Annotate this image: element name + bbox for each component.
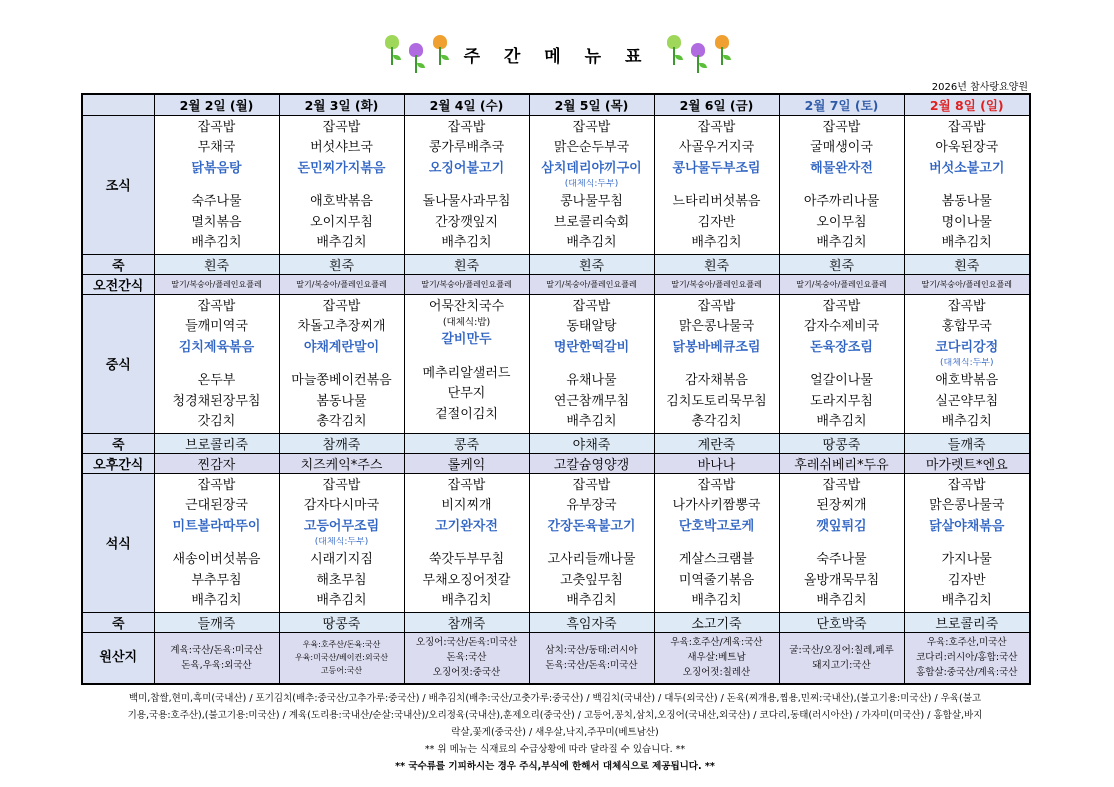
lunch-porridge-cell: 계란죽 <box>654 433 779 453</box>
am-snack-cell: 딸기/복숭아/플레인요플레 <box>529 274 654 294</box>
day-header: 2월 8일 (일) <box>904 94 1030 115</box>
flower-icon <box>688 41 708 75</box>
meal-label: 오후간식 <box>82 453 154 473</box>
meal-label: 조식 <box>82 115 154 254</box>
breakfast-porridge-cell: 흰죽 <box>779 254 904 274</box>
flower-decoration-left <box>382 33 450 75</box>
origin-cell <box>779 632 904 684</box>
origin-line: 삼치:국산/동태:러시아 <box>545 644 638 656</box>
origin-row <box>82 632 1030 684</box>
main-dish: 깻잎튀김 <box>816 518 867 534</box>
substitute-note: (대체식:밥) <box>442 317 491 328</box>
menu-item: 배추김치 <box>816 414 867 429</box>
breakfast-porridge-cell: 흰죽 <box>904 254 1030 274</box>
menu-item: 배추김치 <box>566 414 617 429</box>
substitute-note: (대체식:두부) <box>314 537 369 547</box>
menu-item: 잡곡밥 <box>947 119 986 135</box>
menu-item: 애호박볶음 <box>935 373 999 388</box>
lunch-cell <box>279 294 404 433</box>
day-header: 2월 3일 (화) <box>279 94 404 115</box>
spacer <box>905 537 1030 550</box>
breakfast-cell <box>529 115 654 254</box>
menu-item: 굴매생이국 <box>810 140 873 155</box>
breakfast-porridge-cell: 흰죽 <box>404 254 529 274</box>
menu-item: 유부장국 <box>566 498 617 513</box>
corner-cell <box>82 94 154 115</box>
menu-item: 갓김치 <box>197 414 236 429</box>
weekly-menu-table <box>81 93 1031 685</box>
menu-item: 무채오징어젓갈 <box>422 572 511 588</box>
substitute-note: (대체식:두부) <box>564 179 619 189</box>
spacer <box>780 358 904 371</box>
origin-line: 우육:호주산,미국산 <box>926 637 1007 649</box>
origin-line: 홍합살:중국산/계육:국산 <box>916 667 1018 679</box>
menu-item: 배추김치 <box>441 235 492 250</box>
breakfast-porridge-cell: 흰죽 <box>154 254 279 274</box>
menu-item: 애호박볶음 <box>310 194 373 209</box>
menu-item: 숙주나물 <box>191 194 242 209</box>
menu-item: 무채국 <box>197 140 236 155</box>
breakfast-row <box>82 115 1030 254</box>
spacer <box>280 179 404 192</box>
menu-item: 감자수제비국 <box>803 319 880 334</box>
footer-line: 락살,꽃게(중국산) / 새우살,낙지,주꾸미(베트남산) <box>451 727 659 738</box>
meal-label: 중식 <box>82 294 154 433</box>
lunch-row <box>82 294 1030 433</box>
day-header: 2월 6일 (금) <box>654 94 779 115</box>
page-title: 주 간 메 뉴 표 <box>463 46 651 67</box>
meal-label: 죽 <box>82 254 154 274</box>
menu-item: 새송이버섯볶음 <box>172 552 261 567</box>
origin-cell <box>904 632 1030 684</box>
dinner-cell <box>279 473 404 612</box>
menu-item: 콩가루배추국 <box>428 140 505 155</box>
breakfast-porridge-cell: 흰죽 <box>654 254 779 274</box>
main-dish: 고기완자전 <box>435 518 498 534</box>
am-snack-cell: 딸기/복숭아/플레인요플레 <box>779 274 904 294</box>
breakfast-cell <box>779 115 904 254</box>
meal-label: 오전간식 <box>82 274 154 294</box>
menu-item: 올방개묵무침 <box>803 572 880 588</box>
main-dish: 삼치데리야끼구이 <box>541 160 642 176</box>
flower-icon <box>406 41 426 75</box>
lunch-cell <box>779 294 904 433</box>
lunch-porridge-cell: 땅콩죽 <box>779 433 904 453</box>
menu-item: 잡곡밥 <box>697 477 736 493</box>
menu-item: 잡곡밥 <box>322 119 361 135</box>
main-dish: 미트볼라따뚜이 <box>172 518 261 534</box>
menu-item: 맑은콩나물국 <box>678 319 755 334</box>
menu-item: 잡곡밥 <box>197 477 236 493</box>
footer-line: 기용,국용:호주산),(불고기용:미국산) / 계육(도리용:국내산/순살:국내산)/오리정육(국내산),훈제오리(중국산) / 고등어,꽁치,삼치,오징어(국내산,외국산) / 코다리,동태(러시아산) / 가자미(미국산) / 홍합살,바지 <box>127 710 983 721</box>
menu-item: 고춧잎무침 <box>560 572 623 588</box>
day-header: 2월 5일 (목) <box>529 94 654 115</box>
menu-item: 잡곡밥 <box>197 298 236 314</box>
menu-item: 감자다시마국 <box>303 498 380 513</box>
menu-item: 도라지무침 <box>810 393 873 409</box>
title-row <box>0 34 1114 74</box>
menu-item: 배추김치 <box>316 235 367 250</box>
menu-item: 게살스크램블 <box>678 552 755 567</box>
menu-item: 사골우거지국 <box>678 140 755 155</box>
menu-item: 쑥갓두부무침 <box>428 552 505 567</box>
am-snack-cell: 딸기/복숭아/플레인요플레 <box>404 274 529 294</box>
menu-item: 잡곡밥 <box>447 477 486 493</box>
origin-cell <box>154 632 279 684</box>
menu-item: 들깨미역국 <box>185 319 248 334</box>
origin-line: 우육:미국산/베이컨:외국산 <box>294 653 389 663</box>
origin-line: 계육:국산/돈육:미국산 <box>170 644 263 656</box>
am-snack-cell: 딸기/복숭아/플레인요플레 <box>154 274 279 294</box>
menu-item: 김치도토리묵무침 <box>666 393 767 409</box>
main-dish: 야채계란말이 <box>303 339 380 355</box>
dinner-porridge-cell: 단호박죽 <box>779 612 904 632</box>
dinner-cell <box>154 473 279 612</box>
pm-snack-cell: 고칼슘영양갱 <box>529 453 654 473</box>
menu-item: 봄동나물 <box>941 194 992 209</box>
menu-item: 실곤약무침 <box>935 393 999 409</box>
menu-item: 잡곡밥 <box>322 298 361 314</box>
menu-item: 맑은콩나물국 <box>929 498 1005 513</box>
origin-cell <box>404 632 529 684</box>
menu-item: 배추김치 <box>191 235 242 250</box>
menu-item: 마늘쫑베이컨볶음 <box>291 373 392 388</box>
origin-footer <box>81 690 1029 775</box>
flower-decoration-right <box>664 33 732 75</box>
dinner-porridge-cell: 참깨죽 <box>404 612 529 632</box>
menu-item: 총각김치 <box>316 414 367 429</box>
main-dish: 고등어무조림 <box>303 518 380 534</box>
menu-item: 배추김치 <box>441 593 492 608</box>
main-dish: 단호박고로케 <box>678 518 755 534</box>
spacer <box>155 179 279 192</box>
main-dish: 닭살야채볶음 <box>929 518 1005 534</box>
day-header: 2월 7일 (토) <box>779 94 904 115</box>
spacer <box>405 179 529 192</box>
menu-item: 잡곡밥 <box>697 298 736 314</box>
footer-note-bold: ** 국수류를 기피하시는 경우 주식,부식에 한해서 대체식으로 제공됩니다. ** <box>395 761 715 772</box>
menu-item: 배추김치 <box>941 235 992 250</box>
origin-line: 돼지고기:국산 <box>812 659 871 671</box>
menu-item: 고사리들깨나물 <box>547 552 636 567</box>
organization-name: 2026년 참사랑요양원 <box>931 82 1028 93</box>
menu-item: 잡곡밥 <box>822 298 861 314</box>
menu-item: 콩나물무침 <box>560 194 623 209</box>
menu-item: 해초무침 <box>316 572 367 588</box>
am-snack-cell: 딸기/복숭아/플레인요플레 <box>904 274 1030 294</box>
origin-line: 오징어젓:칠레산 <box>682 667 751 679</box>
origin-line: 코다리:러시아/홍합:국산 <box>916 652 1018 664</box>
menu-item: 유채나물 <box>566 373 617 388</box>
menu-item: 배추김치 <box>816 593 867 608</box>
main-dish: 콩나물두부조림 <box>672 160 761 176</box>
pm-snack-cell: 롤케익 <box>404 453 529 473</box>
spacer <box>655 537 779 550</box>
breakfast-porridge-row <box>82 254 1030 274</box>
lunch-porridge-row <box>82 433 1030 453</box>
spacer <box>280 358 404 371</box>
flower-icon <box>430 33 450 67</box>
menu-item: 잡곡밥 <box>947 477 986 493</box>
menu-item: 감자채볶음 <box>685 373 748 388</box>
dinner-cell <box>779 473 904 612</box>
menu-item: 멸치볶음 <box>191 214 242 230</box>
meal-label: 석식 <box>82 473 154 612</box>
menu-item: 차돌고추장찌개 <box>297 319 386 334</box>
menu-item: 메추리알샐러드 <box>422 365 511 381</box>
pm-snack-cell: 치즈케익*주스 <box>279 453 404 473</box>
spacer <box>780 179 904 192</box>
dinner-porridge-cell: 들깨죽 <box>154 612 279 632</box>
menu-item: 숙주나물 <box>816 552 867 567</box>
meal-label: 원산지 <box>82 632 154 684</box>
main-dish: 해물완자전 <box>810 160 873 176</box>
menu-item: 홍합무국 <box>941 319 992 334</box>
dinner-cell <box>404 473 529 612</box>
menu-item: 비지찌개 <box>441 498 492 513</box>
menu-item: 미역줄기볶음 <box>678 572 755 588</box>
spacer <box>405 537 529 550</box>
pm-snack-cell: 마가렛트*엔요 <box>904 453 1030 473</box>
menu-item: 맑은순두부국 <box>553 140 630 155</box>
menu-item: 버섯샤브국 <box>310 140 373 155</box>
menu-item: 배추김치 <box>691 593 742 608</box>
meal-label: 죽 <box>82 612 154 632</box>
menu-item: 잡곡밥 <box>572 477 611 493</box>
meal-label: 죽 <box>82 433 154 453</box>
menu-item: 간장깻잎지 <box>435 214 498 230</box>
main-dish: 오징어불고기 <box>428 160 505 176</box>
menu-item: 배추김치 <box>566 593 617 608</box>
menu-item: 돌나물사과무침 <box>422 194 511 209</box>
menu-item: 잡곡밥 <box>697 119 736 135</box>
menu-item: 느타리버섯볶음 <box>672 194 761 209</box>
spacer <box>530 537 654 550</box>
origin-line: 굴:국산/오징어:칠레,페루 <box>789 644 894 656</box>
menu-item: 단무지 <box>447 386 486 401</box>
breakfast-cell <box>654 115 779 254</box>
footer-note: ** 위 메뉴는 식재료의 수급상황에 따라 달라질 수 있습니다. ** <box>424 744 686 755</box>
menu-item: 얼갈이나물 <box>810 373 873 388</box>
lunch-porridge-cell: 들깨죽 <box>904 433 1030 453</box>
menu-item: 아욱된장국 <box>935 140 999 155</box>
menu-item: 배추김치 <box>941 593 992 608</box>
menu-item: 겉절이김치 <box>435 406 498 422</box>
main-dish: 김치제육볶음 <box>178 339 255 355</box>
menu-item: 오이무침 <box>816 214 867 230</box>
flower-icon <box>382 33 402 67</box>
main-dish: 돈민찌가지볶음 <box>297 160 386 176</box>
main-dish: 간장돈육불고기 <box>547 518 636 534</box>
flower-icon <box>712 33 732 67</box>
footer-line: 백미,찹쌀,현미,흑미(국내산) / 포기김치(배추:중국산/고추가루:중국산) / 배추김치(배추:국산/고춧가루:중국산) / 백김치(국내산) / 대두(외국산) / 돈육(찌개용,찜용,민찌:국내산),(불고기용:미국산) / 우육(불고 <box>128 693 982 704</box>
menu-item: 잡곡밥 <box>572 298 611 314</box>
menu-item: 아주까리나물 <box>803 194 880 209</box>
main-dish: 명란한떡갈비 <box>553 339 630 355</box>
dinner-cell <box>654 473 779 612</box>
menu-item: 김자반 <box>697 214 736 230</box>
menu-item: 김자반 <box>947 572 986 588</box>
spacer <box>655 179 779 192</box>
lunch-porridge-cell: 콩죽 <box>404 433 529 453</box>
origin-line: 고등어:국산 <box>320 666 363 676</box>
menu-item: 배추김치 <box>566 235 617 250</box>
origin-line: 돈육:국산/돈육:미국산 <box>545 659 638 671</box>
spacer <box>405 351 529 364</box>
main-dish: 버섯소불고기 <box>929 160 1005 176</box>
menu-item: 가지나물 <box>941 552 992 567</box>
menu-item: 청경채된장무침 <box>172 393 261 409</box>
menu-item: 연근참깨무침 <box>553 393 630 409</box>
breakfast-porridge-cell: 흰죽 <box>529 254 654 274</box>
lunch-cell <box>529 294 654 433</box>
menu-item: 잡곡밥 <box>197 119 236 135</box>
pm-snack-cell: 바나나 <box>654 453 779 473</box>
origin-line: 돈육:국산 <box>446 652 487 664</box>
am-snack-cell: 딸기/복숭아/플레인요플레 <box>654 274 779 294</box>
menu-item: 시래기지짐 <box>310 552 373 567</box>
menu-item: 나가사키짬뽕국 <box>672 498 761 513</box>
menu-item: 잡곡밥 <box>947 298 986 314</box>
breakfast-porridge-cell: 흰죽 <box>279 254 404 274</box>
dinner-porridge-row <box>82 612 1030 632</box>
spacer <box>655 358 779 371</box>
main-dish: 코다리강정 <box>935 339 999 355</box>
menu-item: 잡곡밥 <box>822 477 861 493</box>
day-header-row <box>82 94 1030 115</box>
lunch-porridge-cell: 브로콜리죽 <box>154 433 279 453</box>
pm-snack-cell: 후레쉬베리*두유 <box>779 453 904 473</box>
origin-line: 돈육,우육:외국산 <box>181 659 252 671</box>
lunch-cell <box>654 294 779 433</box>
origin-line: 새우살:베트남 <box>687 652 746 664</box>
dinner-cell <box>904 473 1030 612</box>
menu-item: 브로콜리숙회 <box>553 214 630 230</box>
dinner-porridge-cell: 땅콩죽 <box>279 612 404 632</box>
pm-snack-cell: 찐감자 <box>154 453 279 473</box>
menu-item: 배추김치 <box>816 235 867 250</box>
lunch-cell <box>404 294 529 433</box>
lunch-cell <box>904 294 1030 433</box>
spacer <box>905 179 1030 192</box>
menu-item: 배추김치 <box>316 593 367 608</box>
dinner-cell <box>529 473 654 612</box>
breakfast-cell <box>279 115 404 254</box>
origin-line: 우육:호주산/돈육:국산 <box>302 640 381 650</box>
dinner-porridge-cell: 브로콜리죽 <box>904 612 1030 632</box>
menu-item: 근대된장국 <box>185 498 248 513</box>
menu-item: 잡곡밥 <box>822 119 861 135</box>
menu-item: 부추무침 <box>191 572 242 588</box>
origin-line: 오징어:국산/돈육:미국산 <box>415 637 518 649</box>
menu-item: 총각김치 <box>691 414 742 429</box>
dinner-porridge-cell: 흑임자죽 <box>529 612 654 632</box>
spacer <box>780 537 904 550</box>
menu-item: 봄동나물 <box>316 393 367 409</box>
origin-cell <box>654 632 779 684</box>
menu-item: 어묵잔치국수 <box>428 298 505 314</box>
flower-icon <box>664 33 684 67</box>
origin-line: 우육:호주산/계육:국산 <box>670 637 763 649</box>
lunch-cell <box>154 294 279 433</box>
am-snack-cell: 딸기/복숭아/플레인요플레 <box>279 274 404 294</box>
breakfast-cell <box>404 115 529 254</box>
day-header: 2월 2일 (월) <box>154 94 279 115</box>
origin-cell <box>529 632 654 684</box>
menu-item: 배추김치 <box>191 593 242 608</box>
day-header: 2월 4일 (수) <box>404 94 529 115</box>
menu-item: 동태알탕 <box>566 319 617 334</box>
main-dish: 닭볶음탕 <box>191 160 242 176</box>
pm-snack-row <box>82 453 1030 473</box>
menu-item: 명이나물 <box>941 214 992 230</box>
menu-item: 잡곡밥 <box>572 119 611 135</box>
lunch-porridge-cell: 야채죽 <box>529 433 654 453</box>
am-snack-row <box>82 274 1030 294</box>
menu-item: 온두부 <box>197 373 236 388</box>
menu-item: 잡곡밥 <box>447 119 486 135</box>
spacer <box>530 358 654 371</box>
main-dish: 갈비만두 <box>441 332 492 347</box>
menu-item: 오이지무침 <box>310 214 373 230</box>
origin-line: 오징어젓:중국산 <box>432 667 501 679</box>
menu-item: 배추김치 <box>691 235 742 250</box>
dinner-porridge-cell: 소고기죽 <box>654 612 779 632</box>
spacer <box>155 537 279 550</box>
main-dish: 닭봉바베큐조림 <box>672 339 761 355</box>
spacer <box>155 358 279 371</box>
menu-item: 된장찌개 <box>816 498 867 513</box>
menu-item: 잡곡밥 <box>322 477 361 493</box>
menu-item: 배추김치 <box>941 414 992 429</box>
substitute-note: (대체식:두부) <box>939 358 994 368</box>
lunch-porridge-cell: 참깨죽 <box>279 433 404 453</box>
breakfast-cell <box>154 115 279 254</box>
main-dish: 돈육장조림 <box>810 339 873 355</box>
breakfast-cell <box>904 115 1030 254</box>
dinner-row <box>82 473 1030 612</box>
origin-cell <box>279 632 404 684</box>
